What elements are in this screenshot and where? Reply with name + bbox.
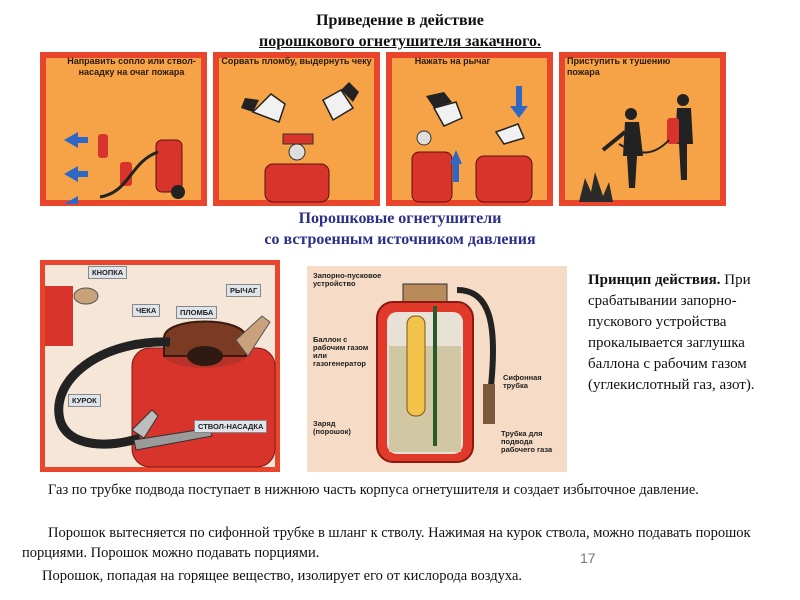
principle-body: При срабатывании запорно-пускового устройства прокалывается заглушка баллона с рабочим газом (углекислотный газ, азот). (588, 272, 755, 393)
press-lever-illustration (386, 52, 553, 206)
label-trigger: КУРОК (68, 394, 101, 407)
label-button: КНОПКА (88, 266, 127, 279)
arrow-down-icon (510, 106, 528, 118)
page-title (0, 10, 800, 52)
step-panel-3 (386, 52, 553, 206)
person-icon (625, 108, 637, 120)
gas-cylinder (407, 316, 425, 416)
label-siphon-tube: Сифонная трубка (503, 373, 542, 390)
step-panel-1 (40, 52, 207, 206)
subtitle-line-1: Порошковые огнетушители (298, 210, 502, 227)
subtitle-line-2: со встроенным источником давления (264, 231, 536, 248)
label-lever: РЫЧАГ (226, 284, 261, 297)
extinguisher-icon (156, 140, 182, 192)
label-nozzle: СТВОЛ-НАСАДКА (194, 420, 267, 433)
extinguisher-icon (476, 156, 532, 202)
principle-heading: Принцип действия. (588, 272, 721, 288)
step-caption-3: Нажать на рычаг (414, 56, 491, 66)
step-panel-4 (559, 52, 726, 206)
label-charge: Заряд (порошок) (313, 419, 351, 436)
step-caption-1: Направить сопло или ствол-насадку на очаг пожара (67, 56, 196, 77)
label-supply-tube: Трубка для подвода рабочего газа (501, 429, 553, 454)
arrow-left-icon (64, 132, 88, 204)
label-gas-cylinder: Баллон с рабочим газом или газогенератор (313, 335, 369, 368)
label-valve: Запорно-пусковое устройство (313, 271, 382, 288)
title-line-2: порошкового огнетушителя закачного. (258, 33, 542, 50)
page-number: 17 (580, 550, 596, 566)
valve-body (403, 284, 447, 302)
fire-icon (579, 172, 613, 202)
person-icon (677, 94, 689, 106)
paragraph-2: Порошок вытесняется по сифонной трубке в шланг к стволу. Нажимая на курок ствола, можно подавать порошок порциями. Порошок можно подавать порциями. (22, 525, 751, 561)
section-subtitle (0, 208, 800, 250)
extinguisher-small-icon (98, 134, 108, 158)
step-caption-2: Сорвать пломбу, выдернуть чеку (221, 56, 372, 66)
title-line-1: Приведение в действие (316, 12, 484, 29)
glove-icon (253, 94, 285, 122)
paragraph-3: Порошок, попадая на горящее вещество, изолирует его от кислорода воздуха. (42, 568, 523, 584)
step-panel-2 (213, 52, 380, 206)
label-pin: ЧЕКА (132, 304, 160, 317)
label-seal: ПЛОМБА (176, 306, 217, 319)
pull-pin-illustration (213, 52, 380, 206)
paragraph-1: Газ по трубке подвода поступает в нижнюю часть корпуса огнетушителя и создает избыточное давление. (48, 482, 699, 498)
extinguisher-cutaway-diagram (307, 266, 567, 472)
principle-text (588, 270, 793, 396)
extinguisher-head-diagram (40, 260, 280, 472)
extinguisher-icon (412, 152, 452, 202)
step-caption-4: Приступить к тушению пожара (567, 56, 671, 77)
extinguisher-icon (265, 164, 329, 202)
